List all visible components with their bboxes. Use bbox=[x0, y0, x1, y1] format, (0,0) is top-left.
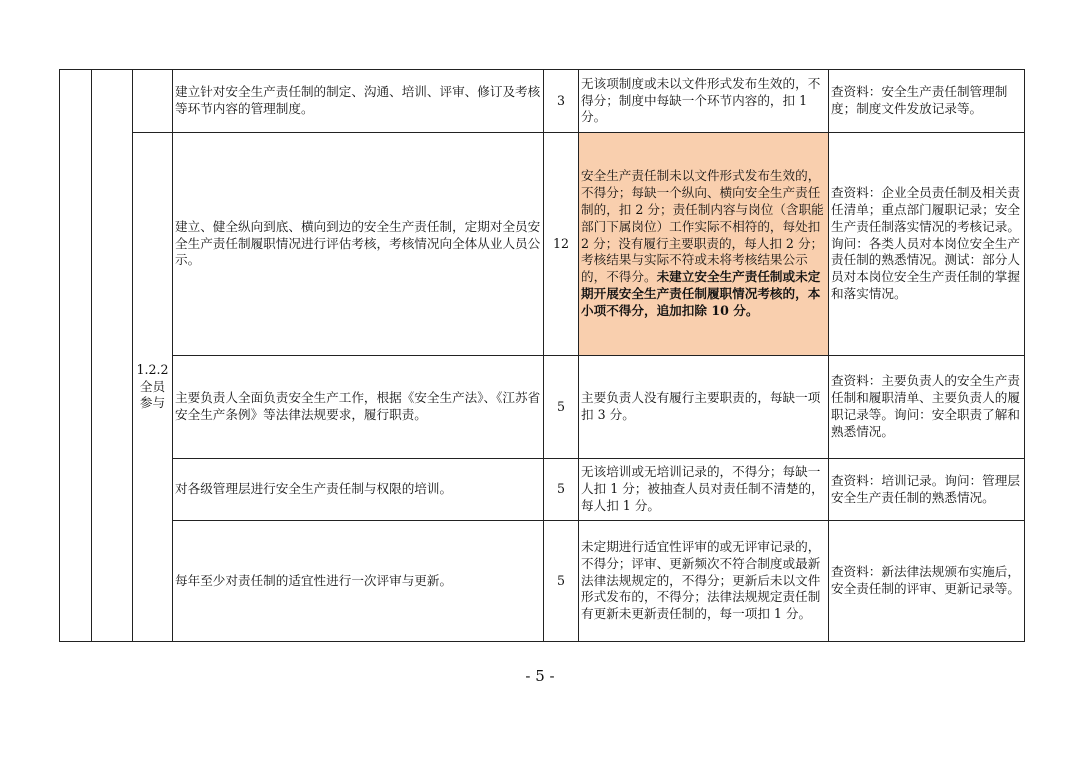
section-cell-top bbox=[133, 70, 173, 133]
score-cell: 5 bbox=[544, 521, 579, 642]
table-row bbox=[60, 459, 1025, 521]
score-cell: 12 bbox=[544, 133, 579, 356]
scoring-penalty-text: 未建立安全生产责任制或未定期开展安全生产责任制履职情况考核的，本小项不得分，追加扣除 10 分。 bbox=[581, 269, 821, 318]
scoring-cell: 无该培训或无培训记录的，不得分；每缺一人扣 1 分；被抽查人员对责任制不清楚的，每人扣 1 分。 bbox=[579, 459, 829, 521]
table-row bbox=[60, 356, 1025, 459]
method-cell: 查资料：主要负责人的安全生产责任制和履职清单、主要负责人的履职记录等。询问：安全职责了解和熟悉情况。 bbox=[829, 356, 1025, 459]
method-cell: 查资料：培训记录。询问：管理层安全生产责任制的熟悉情况。 bbox=[829, 459, 1025, 521]
table-row bbox=[60, 70, 1025, 133]
scoring-text: 安全生产责任制未以文件形式发布生效的，不得分；每缺一个纵向、横向安全生产责任制的，扣 2 分；责任制内容与岗位（含职能部门下属岗位）工作实际不相符的，每处扣 2 分；没有履行主要职责的，每人扣 2 分；考核结果与实际不符或未将考核结果公示的，不得分。 bbox=[581, 168, 824, 285]
method-cell: 查资料：新法律法规颁布实施后，安全责任制的评审、更新记录等。 bbox=[829, 521, 1025, 642]
table-row bbox=[60, 521, 1025, 642]
scoring-cell: 未定期进行适宜性评审的或无评审记录的，不得分；评审、更新频次不符合制度或最新法律法规规定的，不得分；更新后未以文件形式发布的，不得分；法律法规规定责任制有更新未更新责任制的，每一项扣 1 分。 bbox=[579, 521, 829, 642]
category-cell bbox=[60, 70, 92, 642]
table-row bbox=[60, 133, 1025, 356]
section-title-line1: 全员 bbox=[139, 378, 166, 394]
subcategory-cell bbox=[92, 70, 133, 642]
criterion-cell: 每年至少对责任制的适宜性进行一次评审与更新。 bbox=[173, 521, 544, 642]
section-title-line2: 参与 bbox=[139, 395, 166, 411]
page-number: - 5 - bbox=[525, 667, 555, 685]
scoring-cell: 无该项制度或未以文件形式发布生效的，不得分；制度中每缺一个环节内容的，扣 1 分。 bbox=[579, 70, 829, 133]
method-cell: 查资料：安全生产责任制管理制度；制度文件发放记录等。 bbox=[829, 70, 1025, 133]
scoring-cell-highlighted bbox=[579, 133, 829, 356]
score-cell: 5 bbox=[544, 459, 579, 521]
standard-table bbox=[59, 69, 1025, 642]
score-cell: 3 bbox=[544, 70, 579, 133]
scoring-cell: 主要负责人没有履行主要职责的，每缺一项扣 3 分。 bbox=[579, 356, 829, 459]
score-cell: 5 bbox=[544, 356, 579, 459]
method-cell: 查资料：企业全员责任制及相关责任清单；重点部门履职记录；安全生产责任制落实情况的考核记录。询问：各类人员对本岗位安全生产责任制的熟悉情况。测试：部分人员对本岗位安全生产责任制的掌握和落实情况。 bbox=[829, 133, 1025, 356]
section-code: 1.2.2 bbox=[136, 361, 169, 377]
criterion-cell: 主要负责人全面负责安全生产工作，根据《安全生产法》、《江苏省安全生产条例》等法律法规要求，履行职责。 bbox=[173, 356, 544, 459]
criterion-cell: 建立针对安全生产责任制的制定、沟通、培训、评审、修订及考核等环节内容的管理制度。 bbox=[173, 70, 544, 133]
section-cell bbox=[133, 133, 173, 642]
criterion-cell: 对各级管理层进行安全生产责任制与权限的培训。 bbox=[173, 459, 544, 521]
criterion-cell: 建立、健全纵向到底、横向到边的安全生产责任制，定期对全员安全生产责任制履职情况进行评估考核，考核情况向全体从业人员公示。 bbox=[173, 133, 544, 356]
